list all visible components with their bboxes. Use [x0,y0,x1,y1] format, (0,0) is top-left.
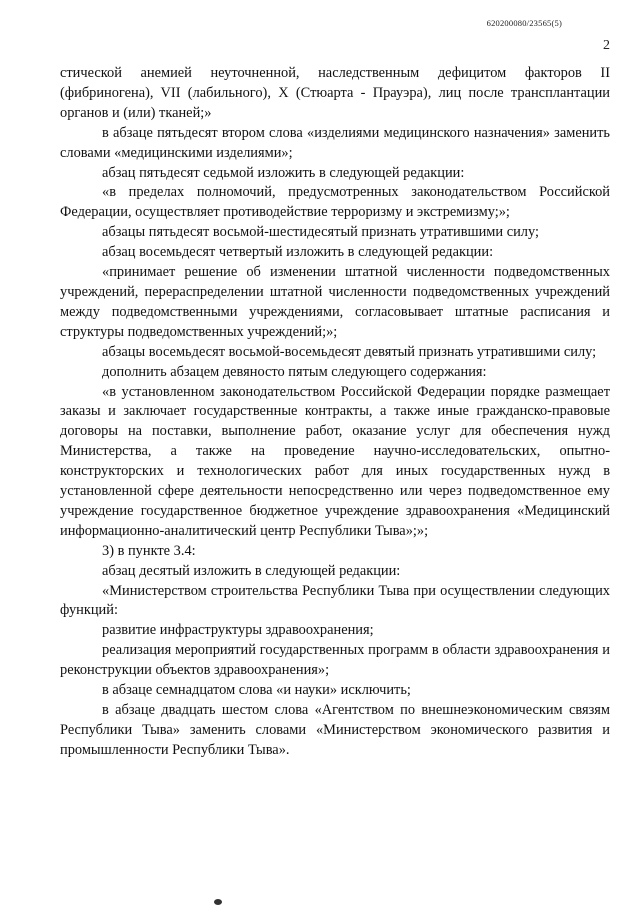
paragraph: реализация мероприятий государственных программ в области здравоохранения и реконструкции объектов здравоохранения»; [60,642,610,679]
paragraph: развитие инфраструктуры здравоохранения; [102,622,374,639]
page-number: 2 [603,38,610,53]
paragraph: «Министерством строительства Республики Тыва при осуществлении следующих функций: [60,582,610,619]
paragraph: абзацы восемьдесят восьмой-восемьдесят девятый признать утратившими силу; [102,343,597,360]
document-code: 620200080/23565(5) [486,18,562,28]
paragraph: абзац восемьдесят четвертый изложить в следующей редакции: [102,244,494,261]
paragraph: абзац десятый изложить в следующей редакции: [102,562,401,579]
bottom-scan-mark [214,899,222,905]
paragraph: «в пределах полномочий, предусмотренных законодательством Российской Федерации, осуществляет противодействие терроризму и экстремизму;»; [60,184,610,221]
paragraph: «в установленном законодательством Российской Федерации порядке размещает заказы и заключает государственные контракты, а также иные гражданско-правовые договоры на поставки, выполнение работ, оказание услуг для обеспечения нужд Министерства, а также на проведение научно-исследовательских, опытно-конструкторских и технологических работ для иных государственных нужд в установленной сфере деятельности непосредственно или через подведомственное ему учреждение государственное бюджетное учреждение здравоохранения «Медицинский информационно-аналитический центр Республики Тыва»;»; [60,383,610,539]
paragraph: в абзаце пятьдесят втором слова «изделиями медицинского назначения» заменить словами «медицинскими изделиями»; [60,124,610,161]
paragraph: 3) в пункте 3.4: [102,542,196,559]
paragraph: в абзаце двадцать шестом слова «Агентством по внешнеэкономическим связям Республики Тыва» заменить словами «Министерством экономического развития и промышленности Республики Тыва». [60,702,610,758]
paragraph: «принимает решение об изменении штатной численности подведомственных учреждений, перераспределении штатной численности подведомственных учреждений между подведомственными учреждениями, согласовывает штатные расписания и структуры подведомственных учреждений;»; [60,264,610,340]
paragraph: стической анемией неуточненной, наследственным дефицитом факторов II (фибриногена), VII (лабильного), X (Стюарта - Прауэра), лиц после трансплантации органов и (или) тканей;» [60,65,610,121]
paragraph: абзацы пятьдесят восьмой-шестидесятый признать утратившими силу; [102,224,539,241]
document-body [60,64,610,761]
paragraph: дополнить абзацем девяносто пятым следующего содержания: [102,363,487,380]
paragraph: абзац пятьдесят седьмой изложить в следующей редакции: [102,164,465,181]
paragraph: в абзаце семнадцатом слова «и науки» исключить; [102,682,411,699]
